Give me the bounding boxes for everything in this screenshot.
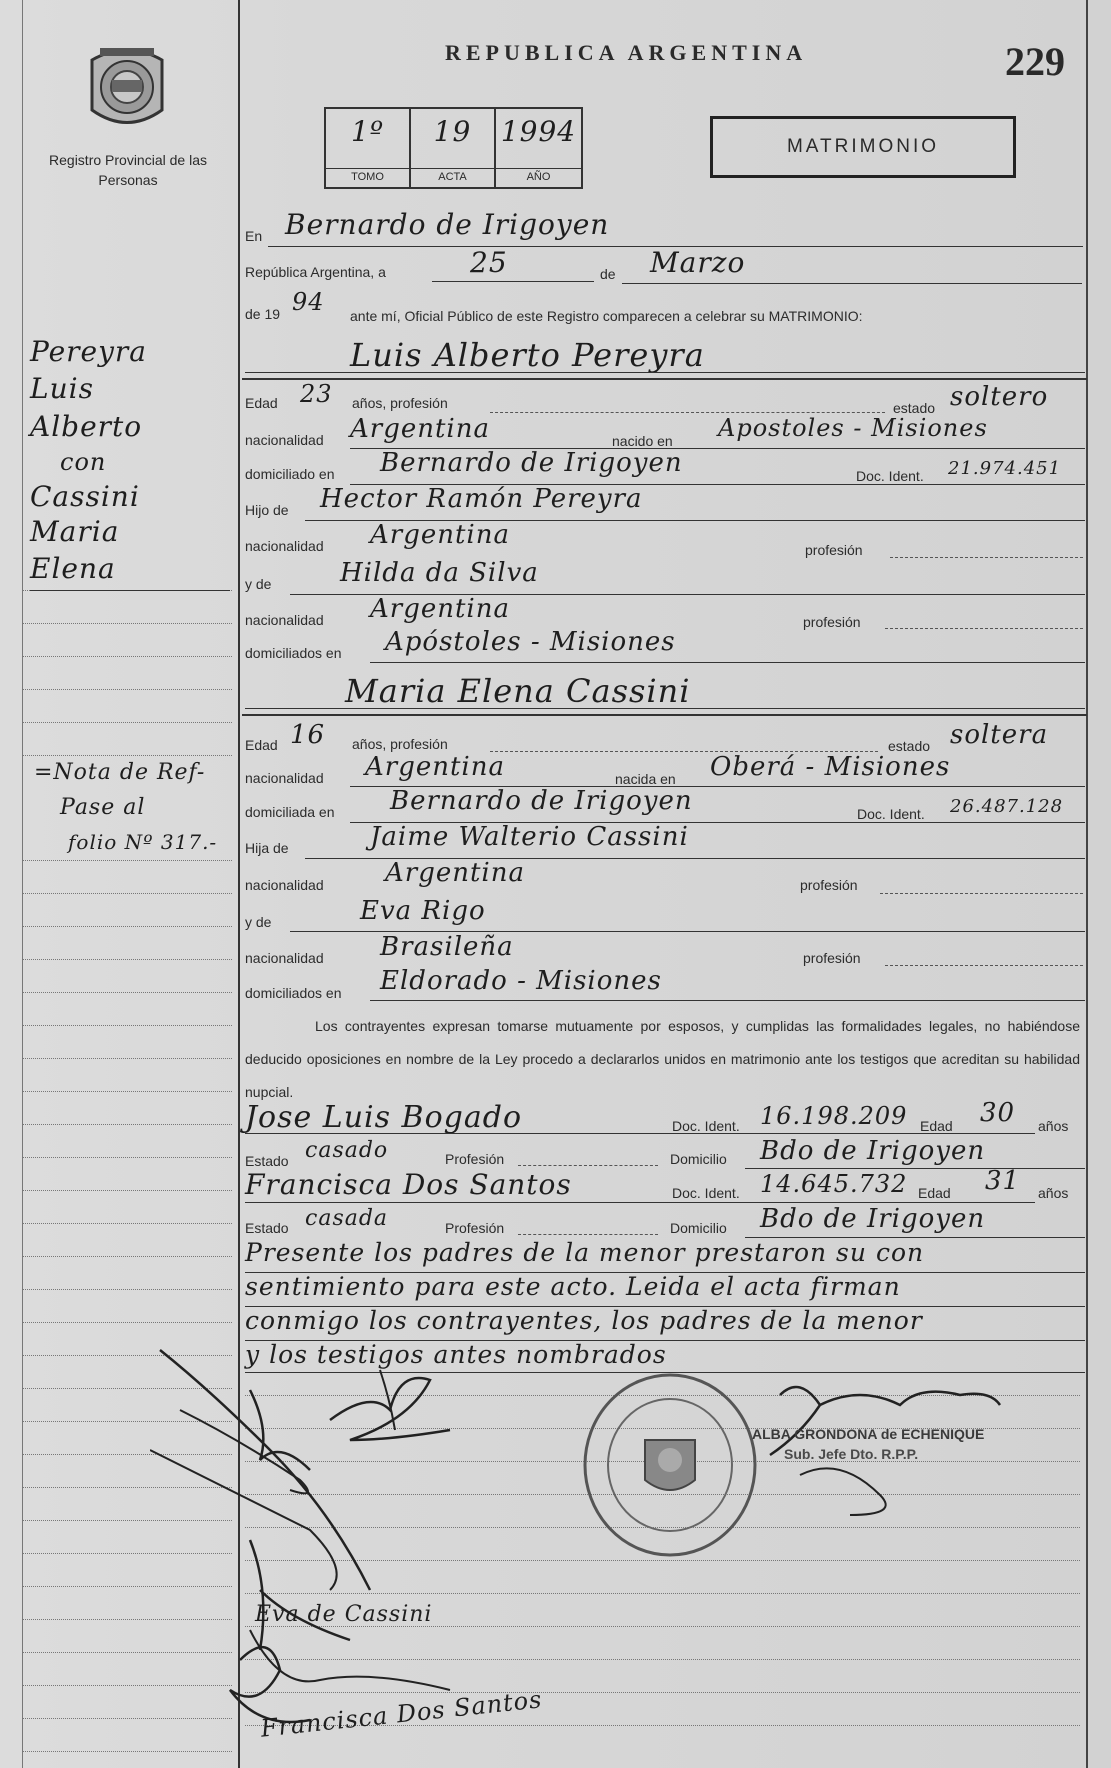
official-signature-scribble [760,1365,1020,1525]
groom-estado-label: estado [893,400,936,416]
witness2-profesion-label: Profesión [445,1220,505,1236]
acta-value: 19 [433,115,472,148]
groom-nacionalidad: Argentina [350,414,490,444]
margin-name-7: Elena [30,552,116,585]
bride-mother-nac: Brasileña [380,932,514,962]
groom-yde-label: y de [245,576,272,592]
bride-doc-label: Doc. Ident. [857,806,925,822]
witness1-estado-label: Estado [245,1153,289,1169]
groom-mother-nac: Argentina [370,594,510,624]
right-border [1086,0,1088,1768]
witness1-domicilio-label: Domicilio [670,1151,727,1167]
groom-edad-label: Edad [245,395,278,411]
groom-profesion-label: años, profesión [352,395,448,411]
witness1-profesion-label: Profesión [445,1151,505,1167]
margin-note-2: Pase al [60,795,146,820]
bride-father-nac-label: nacionalidad [245,877,324,893]
witness1-profesion-line [518,1165,658,1166]
witness2-line [245,1202,1035,1203]
signature-text-2: Francisca Dos Santos [259,1685,544,1743]
groom-mother-prof-line [885,628,1083,629]
note-line-2: sentimiento para este acto. Leida el acta firman [245,1272,901,1301]
bride-separator [242,714,1087,716]
tomo-value: 1º [351,115,384,148]
witness1-doc-label: Doc. Ident. [672,1118,740,1134]
official-title: Sub. Jefe Dto. R.P.P. [784,1446,919,1462]
official-name: ALBA GRONDONA de ECHENIQUE [752,1426,985,1442]
groom-mother-prof-label: profesión [803,614,861,630]
groom-father-nac: Argentina [370,520,510,550]
bride-mother-prof-label: profesión [803,950,861,966]
country-title: REPUBLICA ARGENTINA [445,40,808,65]
groom-parents-dom-line [370,662,1085,663]
witness2-domicilio-label: Domicilio [670,1220,727,1236]
place-value: Bernardo de Irigoyen [285,208,610,241]
groom-father-prof-line [890,557,1083,558]
witness2-domicilio: Bdo de Irigoyen [760,1204,986,1234]
groom-profesion-line [490,412,885,413]
witness2-estado: casada [305,1206,389,1231]
witness2-age: 31 [985,1166,1021,1196]
witness2-name: Francisca Dos Santos [245,1168,572,1201]
intro-statement: ante mí, Oficial Público de este Registro comparecen a celebrar su MATRIMONIO: [350,308,863,324]
bride-nacida-label: nacida en [615,771,676,787]
bride-doc: 26.487.128 [950,796,1064,817]
page-left-edge [22,0,23,1768]
year-prefix: de 19 [245,306,281,322]
witness1-dom-line [745,1168,1085,1169]
bride-father: Jaime Walterio Cassini [370,822,689,852]
groom-doc-label: Doc. Ident. [856,468,924,484]
bride-yde-label: y de [245,914,272,930]
groom-father-nac-label: nacionalidad [245,538,324,554]
witness1-estado: casado [305,1138,389,1163]
year-suffix: 94 [292,288,325,316]
groom-parents-domicilio: Apóstoles - Misiones [385,627,676,657]
bride-father-nac: Argentina [385,858,525,888]
bride-profesion-label: años, profesión [352,736,448,752]
witness2-anos-label: años [1038,1185,1069,1201]
bride-edad-label: Edad [245,737,278,753]
bride-father-prof-line [880,893,1083,894]
margin-name-6: Maria [30,515,120,548]
bride-age: 16 [290,720,326,750]
groom-separator [242,378,1087,380]
groom-birthplace: Apostoles - Misiones [718,414,988,442]
margin-name-3: Alberto [30,410,143,443]
witness1-doc: 16.198.209 [760,1102,908,1130]
bride-mother-nac-label: nacionalidad [245,950,324,966]
bride-parents-domicilio: Eldorado - Misiones [380,966,662,996]
bride-mother-prof-line [885,965,1083,966]
bride-domiciliados-label: domiciliados en [245,985,342,1001]
day-value: 25 [470,246,508,279]
en-label: En [245,228,263,244]
record-type-box: MATRIMONIO [710,116,1016,178]
margin-name-rule [30,590,230,591]
folio-number: 229 [1005,39,1065,84]
witness2-doc-label: Doc. Ident. [672,1185,740,1201]
groom-domicilio: Bernardo de Irigoyen [380,448,683,478]
margin-name-4: con [60,448,107,476]
bride-nacionalidad: Argentina [365,752,505,782]
bride-hija-label: Hija de [245,840,289,856]
groom-father-prof-label: profesión [805,542,863,558]
bride-name-line [245,708,1085,709]
witness1-name: Jose Luis Bogado [245,1100,523,1135]
bride-name: Maria Elena Cassini [345,672,691,710]
groom-mother-nac-label: nacionalidad [245,612,324,628]
bride-estado-label: estado [888,738,931,754]
witness2-doc: 14.645.732 [760,1170,908,1198]
bride-mother: Eva Rigo [360,896,486,926]
groom-nacido-label: nacido en [612,433,673,449]
bride-nac-label: nacionalidad [245,770,324,786]
witness1-age: 30 [980,1098,1016,1128]
margin-name-1: Pereyra [30,335,148,368]
bride-father-prof-label: profesión [800,877,858,893]
groom-age: 23 [300,380,333,408]
bride-domicilio: Bernardo de Irigoyen [390,786,693,816]
groom-name: Luis Alberto Pereyra [350,336,705,374]
record-reference-box [324,107,583,189]
province-seal-icon [82,40,172,135]
bride-dom-label: domiciliada en [245,804,335,820]
ano-label: AÑO [496,168,581,183]
groom-doc: 21.974.451 [948,458,1062,479]
registry-title: Registro Provincial de las Personas [49,152,207,188]
groom-father: Hector Ramón Pereyra [320,484,643,514]
official-stamp-icon [580,1370,760,1560]
tomo-label: TOMO [326,168,409,183]
margin-note-1: =Nota de Ref- [34,760,206,785]
groom-domiciliados-label: domiciliados en [245,645,342,661]
ano-value: 1994 [500,115,577,148]
signature-text-1: Eva de Cassini [255,1602,433,1627]
witness2-edad-label: Edad [918,1185,951,1201]
margin-note-3: folio Nº 317.- [68,830,218,854]
groom-dom-label: domiciliado en [245,466,335,482]
note-line-1: Presente los padres de la menor prestaron su con [245,1238,925,1267]
bride-estado: soltera [950,720,1049,750]
tomo-cell [326,109,411,187]
bride-parents-dom-line [370,1000,1085,1001]
note-line-3: conmigo los contrayentes, los padres de la menor [245,1306,923,1335]
groom-nac-label: nacionalidad [245,432,324,448]
witness1-anos-label: años [1038,1118,1069,1134]
witness2-estado-label: Estado [245,1220,289,1236]
declaration-paragraph: Los contrayentes expresan tomarse mutuamente por esposos, y cumplidas las formalidades legales, no habiéndose deducido oposiciones en nombre de la Ley procedo a declararlos unidos en matrimonio ante los testigos que acreditan su habilidad nupcial. [245,1018,1080,1100]
ano-cell [496,109,581,187]
republica-label: República Argentina, a [245,264,386,280]
witness1-domicilio: Bdo de Irigoyen [760,1136,986,1166]
acta-cell [411,109,496,187]
day-line [432,281,594,282]
groom-estado: soltero [950,382,1049,412]
margin-name-2: Luis [30,372,94,405]
groom-mother: Hilda da Silva [340,558,539,588]
bride-birthplace: Oberá - Misiones [710,752,951,782]
groom-name-line [245,372,1085,373]
groom-hijo-label: Hijo de [245,502,289,518]
margin-name-5: Cassini [30,480,140,513]
month-value: Marzo [650,246,746,279]
witness2-profesion-line [518,1234,658,1235]
witness1-edad-label: Edad [920,1118,953,1134]
month-line [622,283,1082,284]
witness1-line [245,1133,1035,1134]
de-label: de [600,266,616,282]
acta-label: ACTA [411,168,494,183]
note-line-4: y los testigos antes nombrados [245,1340,667,1369]
